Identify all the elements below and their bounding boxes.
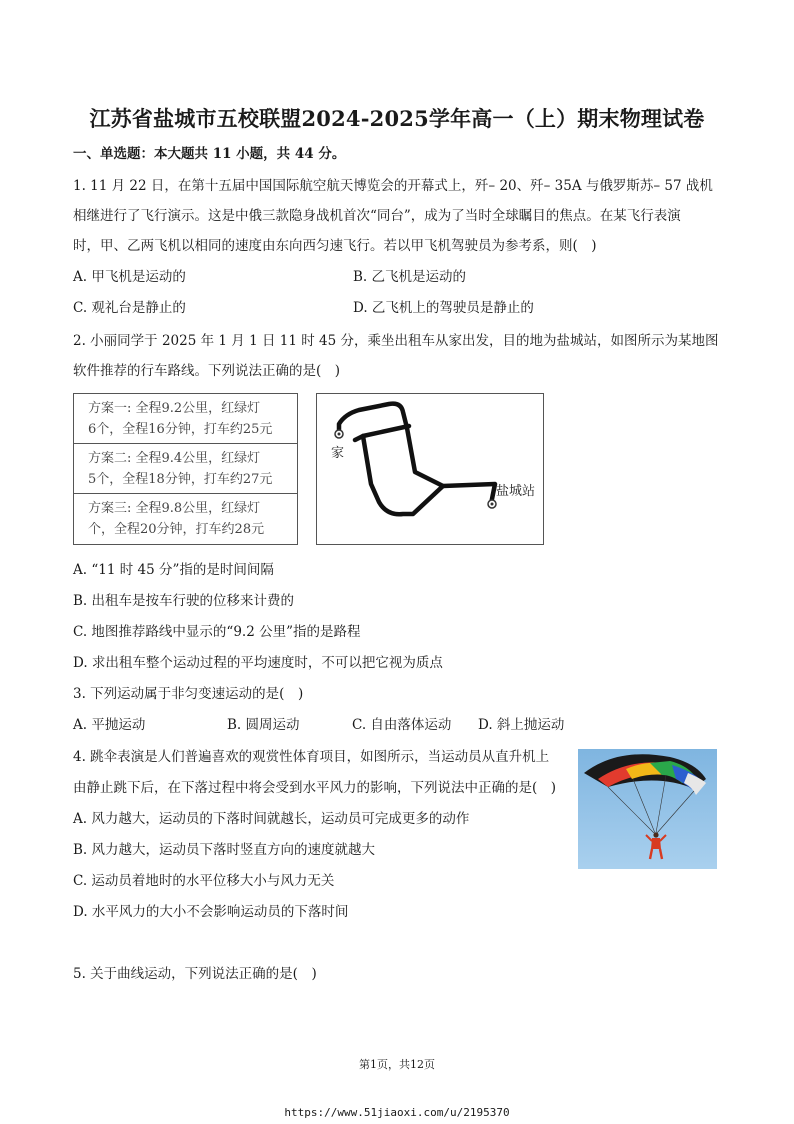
q2-option-c: C. 地图推荐路线中显示的“9.2 公里”指的是路程 (73, 624, 361, 640)
route-map (316, 393, 544, 545)
q4-stem-line2: 由静止跳下后，在下落过程中将会受到水平风力的影响，下列说法中正确的是( ) (73, 780, 557, 796)
q2-stem-line1: 2. 小丽同学于 2025 年 1 月 1 日 11 时 45 分，乘坐出租车从家出发，目的地为盐城站，如图所示为某地图 (73, 333, 719, 349)
route-map-drawing (317, 394, 543, 544)
plan-line: 方案三: 全程9.8公里，红绿灯 (88, 501, 261, 516)
plan-line: 个，全程20分钟，打车约28元 (88, 522, 265, 537)
plan-line: 方案一: 全程9.2公里，红绿灯 (88, 401, 261, 416)
q4-option-b: B. 风力越大，运动员下落时竖直方向的速度就越大 (73, 842, 376, 858)
route-plan-table (73, 393, 298, 545)
q2-stem-line2: 软件推荐的行车路线。下列说法正确的是( ) (73, 363, 341, 379)
q5-stem: 5. 关于曲线运动，下列说法正确的是( ) (73, 966, 317, 982)
q4-option-c: C. 运动员着地时的水平位移大小与风力无关 (73, 873, 335, 889)
map-label-home: 家 (331, 446, 345, 461)
route-plan-row (74, 444, 297, 494)
q1-option-b: B. 乙飞机是运动的 (353, 269, 467, 285)
q1-stem-line1: 1. 11 月 22 日，在第十五届中国国际航空航天博览会的开幕式上，歼– 20、歼– 35A 与俄罗斯苏– 57 战机 (73, 178, 713, 194)
q1-stem-line3: 时，甲、乙两飞机以相同的速度由东向西匀速飞行。若以甲飞机驾驶员为参考系，则( ) (73, 238, 597, 254)
route-plan-row (74, 394, 297, 444)
q2-option-d: D. 求出租车整个运动过程的平均速度时，不可以把它视为质点 (73, 655, 443, 671)
route-line (339, 404, 495, 504)
page-footer: 第1页，共12页 (359, 1058, 435, 1071)
q3-option-a: A. 平抛运动 (73, 717, 146, 733)
section-heading: 一、单选题：本大题共 11 小题，共 44 分。 (73, 146, 346, 162)
page-title: 江苏省盐城市五校联盟2024-2025学年高一（上）期末物理试卷 (89, 106, 705, 131)
q2-option-a: A. “11 时 45 分”指的是时间间隔 (73, 562, 274, 578)
q4-option-d: D. 水平风力的大小不会影响运动员的下落时间 (73, 904, 349, 920)
q2-option-b: B. 出租车是按车行驶的位移来计费的 (73, 593, 295, 609)
q4-option-a: A. 风力越大，运动员的下落时间就越长，运动员可完成更多的动作 (73, 811, 470, 827)
q1-option-a: A. 甲飞机是运动的 (73, 269, 186, 285)
q1-option-d: D. 乙飞机上的驾驶员是静止的 (353, 300, 534, 316)
q1-stem-line2: 相继进行了飞行演示。这是中俄三款隐身战机首次“同台”，成为了当时全球瞩目的焦点。在某飞行表演 (73, 208, 681, 224)
q3-option-d: D. 斜上抛运动 (478, 717, 565, 733)
q1-option-c: C. 观礼台是静止的 (73, 300, 186, 316)
q3-option-b: B. 圆周运动 (227, 717, 300, 733)
plan-line: 6个，全程16分钟，打车约25元 (88, 422, 273, 437)
watermark-url: https://www.51jiaoxi.com/u/2195370 (284, 1106, 510, 1119)
route-plan-row (74, 494, 297, 544)
parachute-photo (578, 749, 717, 869)
q3-option-c: C. 自由落体运动 (352, 717, 452, 733)
parachute-illustration (578, 749, 717, 869)
plan-line: 5个，全程18分钟，打车约27元 (88, 472, 273, 487)
map-label-station: 盐城站 (496, 484, 536, 499)
plan-line: 方案二: 全程9.4公里，红绿灯 (88, 451, 261, 466)
route-line (363, 436, 443, 514)
q3-stem: 3. 下列运动属于非匀变速运动的是( ) (73, 686, 304, 702)
q4-stem-line1: 4. 跳伞表演是人们普遍喜欢的观赏性体育项目，如图所示，当运动员从直升机上 (73, 749, 550, 765)
